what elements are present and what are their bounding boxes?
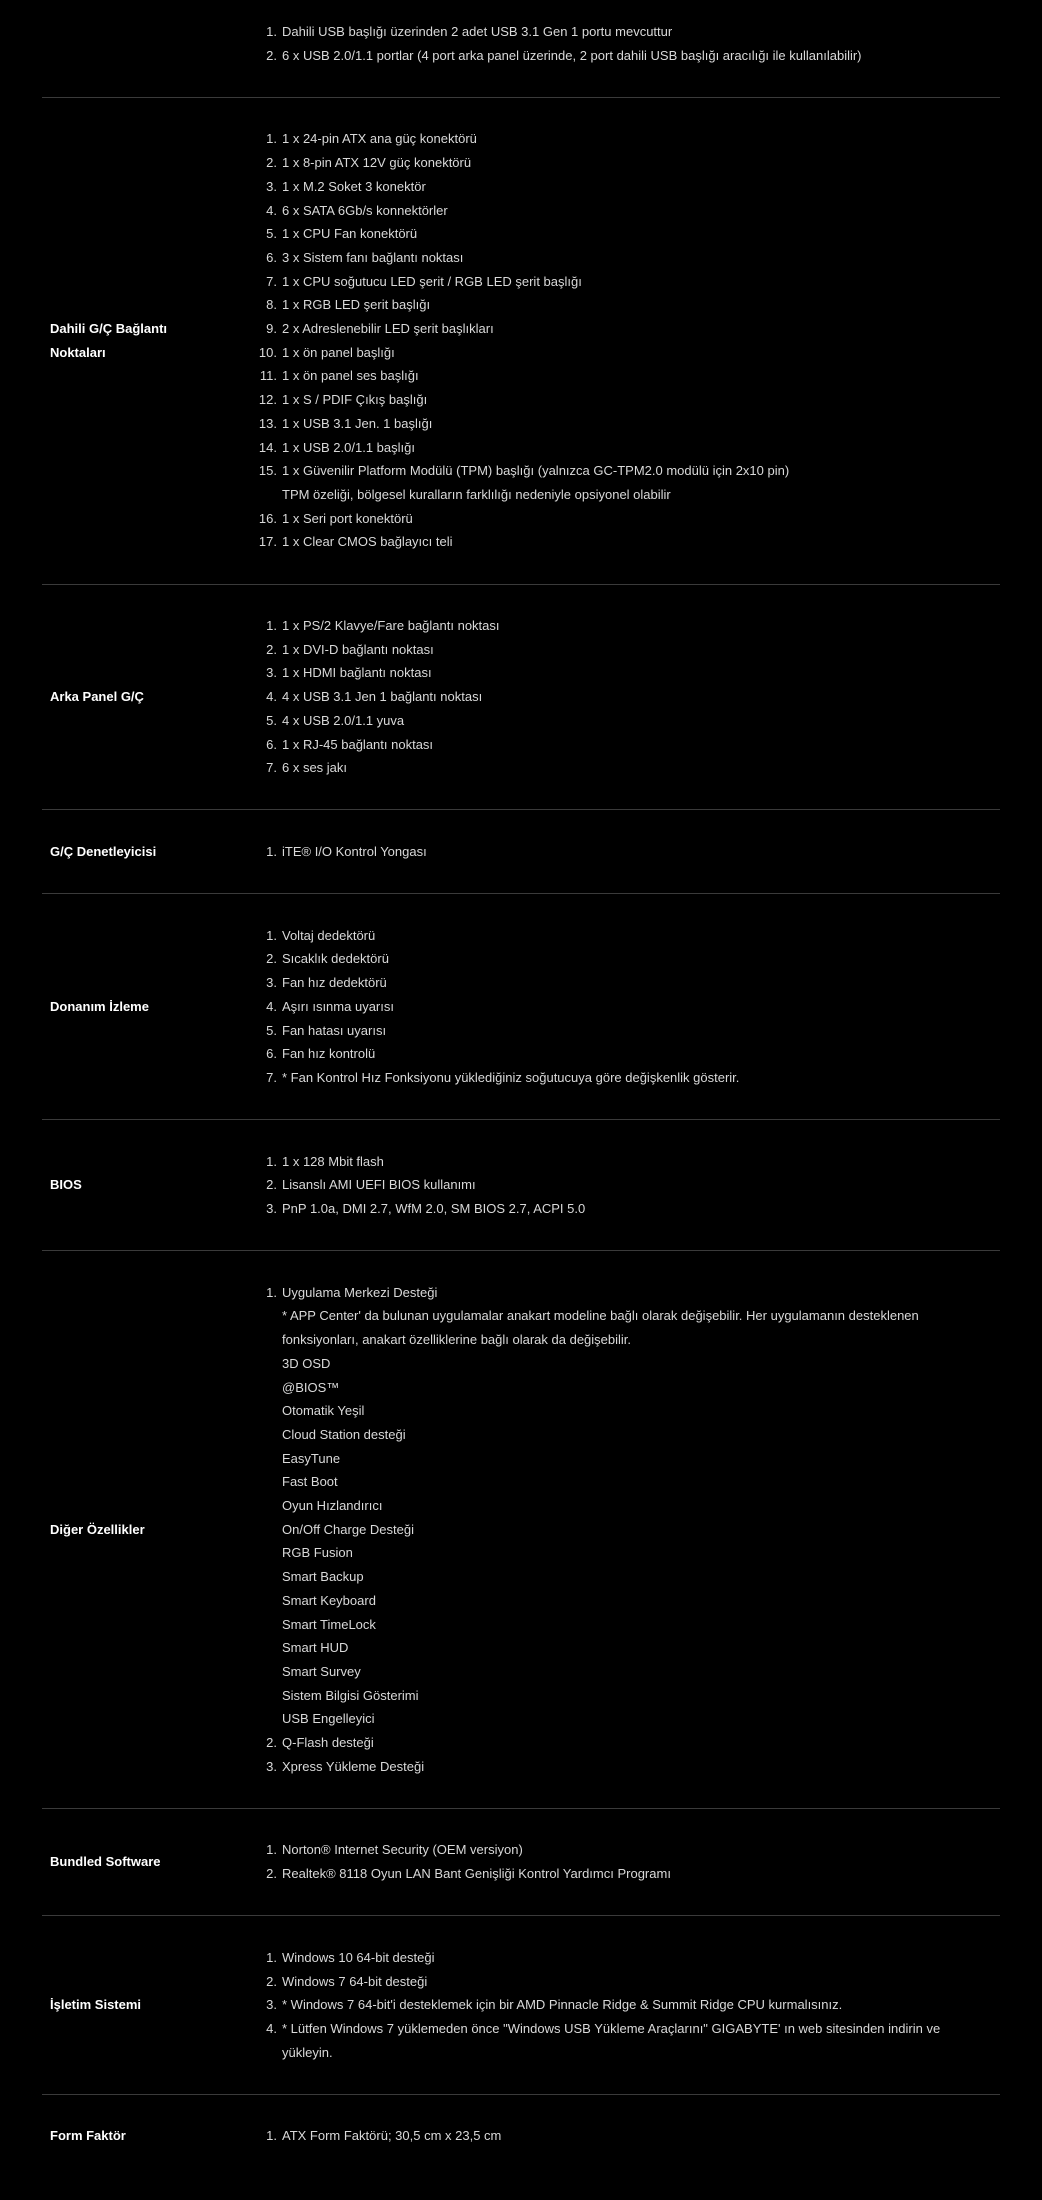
spec-line-number: 4.: [266, 2021, 277, 2036]
spec-row-label: İşletim Sistemi: [50, 1997, 142, 2013]
spec-row-label: Diğer Özellikler: [50, 1521, 145, 1537]
spec-line-number: [252, 1707, 277, 1731]
spec-row-content: [252, 1150, 1000, 1221]
spec-row-content: [252, 924, 1000, 1090]
spec-line-text: Dahili USB başlığı üzerinden 2 adet USB 3.1 Gen 1 portu mevcuttur: [282, 24, 673, 39]
spec-line-number: [252, 2041, 277, 2065]
spec-line-text: PnP 1.0a, DMI 2.7, WfM 2.0, SM BIOS 2.7, ACPI 5.0: [282, 1201, 586, 1217]
spec-row-label: Form Faktör: [50, 2128, 126, 2144]
spec-line-number: [252, 1423, 277, 1447]
spec-line-text: 6 x ses jakı: [282, 760, 348, 776]
spec-line-number: [252, 1470, 277, 1494]
spec-row-label: Donanım İzleme: [50, 998, 149, 1014]
spec-line-number: [252, 1447, 277, 1471]
spec-line-number: 1.: [266, 2128, 277, 2144]
spec-line-text: 1 x RGB LED şerit başlığı: [282, 297, 431, 313]
spec-line: [252, 1946, 1000, 1970]
spec-line: [252, 175, 1000, 199]
spec-line-number: 1.: [266, 1153, 277, 1169]
spec-line-text: 1 x 24-pin ATX ana güç konektörü: [282, 131, 477, 147]
spec-line-number: 6.: [266, 249, 277, 265]
spec-line-text: Xpress Yükleme Desteği: [282, 1758, 425, 1774]
spec-line: [252, 1423, 1000, 1447]
spec-row-content: [252, 1946, 1000, 2065]
spec-line-text: Fan hız dedektörü: [282, 975, 387, 991]
spec-line: [252, 1518, 1000, 1542]
spec-line-number: 2.: [266, 641, 277, 657]
spec-line-number: 10.: [258, 344, 277, 360]
spec-line-text: 1 x Seri port konektörü: [282, 510, 413, 526]
spec-line-number: 1.: [266, 1284, 277, 1300]
spec-line-text: iTE® I/O Kontrol Yongası: [282, 843, 427, 859]
spec-line-text: USB Engelleyici: [282, 1711, 375, 1727]
spec-line: [252, 638, 1000, 662]
spec-line: [252, 1019, 1000, 1043]
spec-line-text: 1 x ön panel başlığı: [282, 344, 395, 360]
spec-row: [42, 1250, 1000, 1808]
spec-line-number: [252, 1399, 277, 1423]
spec-line-number: 16.: [258, 510, 277, 526]
spec-line: [252, 1589, 1000, 1613]
spec-line: [252, 483, 1000, 507]
spec-line-text: Windows 7 64-bit desteği: [282, 1973, 428, 1989]
spec-line: [252, 1470, 1000, 1494]
spec-line: [252, 388, 1000, 412]
spec-line: [252, 1541, 1000, 1565]
spec-line-number: [252, 483, 277, 507]
spec-line-text: Aşırı ısınma uyarısı: [282, 998, 394, 1014]
spec-line-number: 3.: [266, 1201, 277, 1217]
spec-row-label: Dahili G/Ç Bağlantı Noktaları: [50, 321, 168, 360]
spec-line-number: 8.: [266, 297, 277, 313]
spec-line-number: 2.: [266, 1735, 277, 1751]
spec-line-number: 1.: [266, 843, 277, 859]
spec-line-text: Smart Keyboard: [282, 1592, 376, 1608]
spec-line-text: Lisanslı AMI UEFI BIOS kullanımı: [282, 1177, 476, 1193]
spec-row-content: [252, 1281, 1000, 1779]
spec-line: [252, 733, 1000, 757]
spec-row: [42, 1119, 1000, 1250]
spec-line-number: 12.: [258, 392, 277, 408]
spec-row-content: [252, 614, 1000, 780]
spec-line-text: 6 x SATA 6Gb/s konnektörler: [282, 202, 448, 218]
spec-line: [252, 1281, 1000, 1305]
spec-line-number: 1.: [266, 1842, 277, 1858]
spec-line-number: [252, 1589, 277, 1613]
spec-row-label: Bundled Software: [50, 1854, 161, 1870]
spec-line-text: Fan hız kontrolü: [282, 1046, 376, 1062]
spec-line-text: Fan hatası uyarısı: [282, 1022, 387, 1038]
spec-line-text: Windows 10 64-bit desteği: [282, 1949, 435, 1965]
spec-line-text: 1 x USB 3.1 Jen. 1 başlığı: [282, 415, 433, 431]
spec-line-number: 5.: [266, 226, 277, 242]
spec-line-text: Smart Backup: [282, 1569, 364, 1585]
spec-line: [252, 1304, 1000, 1328]
spec-row: [42, 97, 1000, 584]
spec-row-content: [252, 2124, 1000, 2148]
spec-line-number: 2.: [266, 1177, 277, 1193]
spec-line-number: 14.: [258, 439, 277, 455]
spec-line-number: 11.: [259, 368, 277, 384]
spec-line-number: 7.: [266, 760, 277, 776]
spec-line-number: 9.: [266, 321, 277, 337]
spec-line-number: 3.: [266, 1758, 277, 1774]
spec-line: [252, 1565, 1000, 1589]
spec-line: [252, 1838, 1000, 1862]
spec-line: [252, 840, 1000, 864]
spec-line-text: Q-Flash desteği: [282, 1735, 374, 1751]
spec-line-text: * Fan Kontrol Hız Fonksiyonu yüklediğiniz soğutucuya göre değişkenlik gösterir.: [282, 1069, 740, 1085]
spec-line-number: [252, 1684, 277, 1708]
spec-line-text: @BIOS™: [282, 1379, 340, 1395]
spec-line: [252, 2041, 1000, 2065]
spec-line-text: * Windows 7 64-bit'i desteklemek için bir AMD Pinnacle Ridge & Summit Ridge CPU kurmalısınız.: [282, 1997, 843, 2013]
spec-line-text: 4 x USB 3.1 Jen 1 bağlantı noktası: [282, 689, 483, 705]
spec-line: [252, 530, 1000, 554]
spec-line-text: Oyun Hızlandırıcı: [282, 1498, 383, 1514]
spec-line-text: 1 x HDMI bağlantı noktası: [282, 665, 432, 681]
spec-line-number: 7.: [266, 1069, 277, 1085]
spec-line: [252, 20, 1000, 44]
spec-line-text: fonksiyonları, anakart özelliklerine bağlı olarak da değişebilir.: [282, 1332, 632, 1348]
spec-line: [252, 1660, 1000, 1684]
spec-line-text: 1 x M.2 Soket 3 konektör: [282, 178, 426, 194]
spec-line-text: Uygulama Merkezi Desteği: [282, 1284, 438, 1300]
spec-line-number: [252, 1304, 277, 1328]
spec-line: [252, 2017, 1000, 2041]
spec-line: [252, 614, 1000, 638]
spec-line: [252, 436, 1000, 460]
spec-line: [252, 412, 1000, 436]
spec-line-number: 1.: [266, 618, 277, 634]
spec-row-label: BIOS: [50, 1177, 82, 1193]
spec-line: [252, 270, 1000, 294]
spec-line: [252, 364, 1000, 388]
spec-row-content: [252, 20, 1000, 67]
spec-line-number: 2.: [266, 155, 277, 171]
spec-line-text: Smart TimeLock: [282, 1616, 376, 1632]
spec-line-number: [252, 1352, 277, 1376]
spec-line-text: 1 x Güvenilir Platform Modülü (TPM) başlığı (yalnızca GC-TPM2.0 modülü için 2x10 pin): [282, 463, 790, 479]
spec-line-text: * APP Center' da bulunan uygulamalar anakart modeline bağlı olarak değişebilir. Her uygulamanın desteklenen: [282, 1308, 919, 1324]
spec-line-text: 1 x ön panel ses başlığı: [282, 368, 419, 384]
spec-line-number: 2.: [266, 1973, 277, 1989]
spec-line-text: 1 x CPU soğutucu LED şerit / RGB LED şerit başlığı: [282, 273, 582, 289]
spec-line: [252, 1352, 1000, 1376]
spec-line: [252, 995, 1000, 1019]
spec-line: [252, 924, 1000, 948]
spec-line: [252, 685, 1000, 709]
spec-line-text: Fast Boot: [282, 1474, 338, 1490]
spec-line: [252, 127, 1000, 151]
spec-line: [252, 151, 1000, 175]
spec-row-label: Arka Panel G/Ç: [50, 689, 144, 705]
spec-line: [252, 756, 1000, 780]
spec-line-text: 6 x USB 2.0/1.1 portlar (4 port arka panel üzerinde, 2 port dahili USB başlığı aracılığı ile kullanılabilir): [282, 47, 862, 63]
spec-line-number: 3.: [266, 665, 277, 681]
spec-line-number: [252, 1518, 277, 1542]
spec-line: [252, 1613, 1000, 1637]
spec-line: [252, 1197, 1000, 1221]
spec-row-label: G/Ç Denetleyicisi: [50, 843, 157, 859]
spec-line: [252, 1066, 1000, 1090]
spec-line-text: 2 x Adreslenebilir LED şerit başlıkları: [282, 321, 494, 337]
spec-line-text: Sıcaklık dedektörü: [282, 951, 389, 967]
spec-line: [252, 459, 1000, 483]
spec-row-content: [252, 127, 1000, 554]
spec-line-text: 1 x S / PDIF Çıkış başlığı: [282, 392, 428, 408]
spec-line-text: 1 x 128 Mbit flash: [282, 1153, 384, 1169]
spec-line-text: 1 x USB 2.0/1.1 başlığı: [282, 439, 415, 455]
spec-line-number: 2.: [266, 47, 277, 63]
spec-line: [252, 2124, 1000, 2148]
spec-line: [252, 1494, 1000, 1518]
spec-line-number: [252, 1376, 277, 1400]
spec-line-text: Norton® Internet Security (OEM versiyon): [282, 1842, 523, 1858]
spec-line-text: Smart HUD: [282, 1640, 349, 1656]
spec-row: [42, 0, 1000, 97]
spec-line-number: 2.: [266, 951, 277, 967]
spec-row: [42, 1808, 1000, 1915]
spec-line-number: 2.: [266, 1866, 277, 1882]
spec-line-text: 1 x CPU Fan konektörü: [282, 226, 418, 242]
spec-row: [42, 584, 1000, 810]
spec-line-number: 6.: [266, 736, 277, 752]
spec-line-number: 13.: [258, 415, 277, 431]
spec-line-number: 4.: [266, 202, 277, 218]
spec-line: [252, 1173, 1000, 1197]
spec-line-text: Realtek® 8118 Oyun LAN Bant Genişliği Kontrol Yardımcı Programı: [282, 1866, 671, 1882]
spec-line: [252, 341, 1000, 365]
spec-line: [252, 1447, 1000, 1471]
spec-line-number: [252, 1565, 277, 1589]
spec-line-text: 3D OSD: [282, 1355, 331, 1371]
spec-line: [252, 1755, 1000, 1779]
spec-line: [252, 1862, 1000, 1886]
spec-row: [42, 809, 1000, 893]
spec-row: [42, 893, 1000, 1119]
spec-line: [252, 222, 1000, 246]
spec-line-number: [252, 1328, 277, 1352]
spec-line: [252, 1376, 1000, 1400]
spec-line: [252, 1636, 1000, 1660]
spec-line-number: 5.: [266, 712, 277, 728]
spec-line-number: 5.: [266, 1022, 277, 1038]
spec-row: [42, 2094, 1000, 2178]
spec-line-number: 1.: [266, 927, 277, 943]
spec-line-number: 4.: [266, 998, 277, 1014]
spec-line-number: 1.: [266, 1949, 277, 1965]
spec-line: [252, 1399, 1000, 1423]
spec-line: [252, 1731, 1000, 1755]
spec-line-text: On/Off Charge Desteği: [282, 1521, 414, 1537]
spec-line: [252, 1707, 1000, 1731]
spec-line: [252, 199, 1000, 223]
spec-line-number: 3.: [266, 1997, 277, 2013]
spec-line: [252, 971, 1000, 995]
spec-line-number: [252, 1636, 277, 1660]
spec-line-text: RGB Fusion: [282, 1545, 353, 1561]
spec-line-text: yükleyin.: [282, 2044, 333, 2060]
spec-line: [252, 1993, 1000, 2017]
spec-line-number: 1.: [266, 131, 277, 147]
spec-line-number: [252, 1613, 277, 1637]
spec-line-number: 1.: [266, 24, 277, 39]
spec-line-text: ATX Form Faktörü; 30,5 cm x 23,5 cm: [282, 2128, 502, 2144]
spec-line: [252, 1684, 1000, 1708]
spec-line-text: EasyTune: [282, 1450, 341, 1466]
spec-line-number: [252, 1660, 277, 1684]
spec-line-number: 17.: [258, 534, 277, 550]
spec-line: [252, 947, 1000, 971]
spec-line-text: Otomatik Yeşil: [282, 1403, 365, 1419]
spec-row: [42, 1915, 1000, 2094]
spec-row-content: [252, 1838, 1000, 1885]
spec-line-text: Sistem Bilgisi Gösterimi: [282, 1687, 419, 1703]
spec-line-number: [252, 1494, 277, 1518]
spec-line: [252, 317, 1000, 341]
spec-line: [252, 293, 1000, 317]
spec-line: [252, 661, 1000, 685]
spec-line-text: 4 x USB 2.0/1.1 yuva: [282, 712, 405, 728]
spec-line-text: 1 x PS/2 Klavye/Fare bağlantı noktası: [282, 618, 500, 634]
spec-line: [252, 1042, 1000, 1066]
spec-line-text: 1 x 8-pin ATX 12V güç konektörü: [282, 155, 472, 171]
spec-line-number: 6.: [266, 1046, 277, 1062]
spec-line-number: 15.: [258, 463, 277, 479]
spec-line-number: 7.: [266, 273, 277, 289]
spec-line-text: Smart Survey: [282, 1663, 361, 1679]
spec-table: [42, 0, 1000, 2178]
spec-line-number: 3.: [266, 975, 277, 991]
spec-line-text: Cloud Station desteği: [282, 1426, 406, 1442]
spec-line-number: 4.: [266, 689, 277, 705]
spec-line-text: 3 x Sistem fanı bağlantı noktası: [282, 249, 464, 265]
spec-row-content: [252, 840, 1000, 864]
spec-line: [252, 1150, 1000, 1174]
spec-line: [252, 44, 1000, 68]
spec-line: [252, 709, 1000, 733]
spec-line-number: [252, 1541, 277, 1565]
spec-line-text: 1 x Clear CMOS bağlayıcı teli: [282, 534, 453, 550]
spec-line-number: 3.: [266, 178, 277, 194]
spec-line-text: 1 x DVI-D bağlantı noktası: [282, 641, 434, 657]
spec-line: [252, 246, 1000, 270]
spec-line: [252, 507, 1000, 531]
spec-line-text: TPM özeliği, bölgesel kuralların farklılığı nedeniyle opsiyonel olabilir: [282, 486, 671, 502]
spec-line: [252, 1328, 1000, 1352]
spec-line: [252, 1970, 1000, 1994]
spec-line-text: * Lütfen Windows 7 yüklemeden önce "Windows USB Yükleme Araçlarını" GIGABYTE' ın web sitesinden indirin ve: [282, 2021, 941, 2036]
spec-line-text: 1 x RJ-45 bağlantı noktası: [282, 736, 434, 752]
spec-line-text: Voltaj dedektörü: [282, 927, 376, 943]
